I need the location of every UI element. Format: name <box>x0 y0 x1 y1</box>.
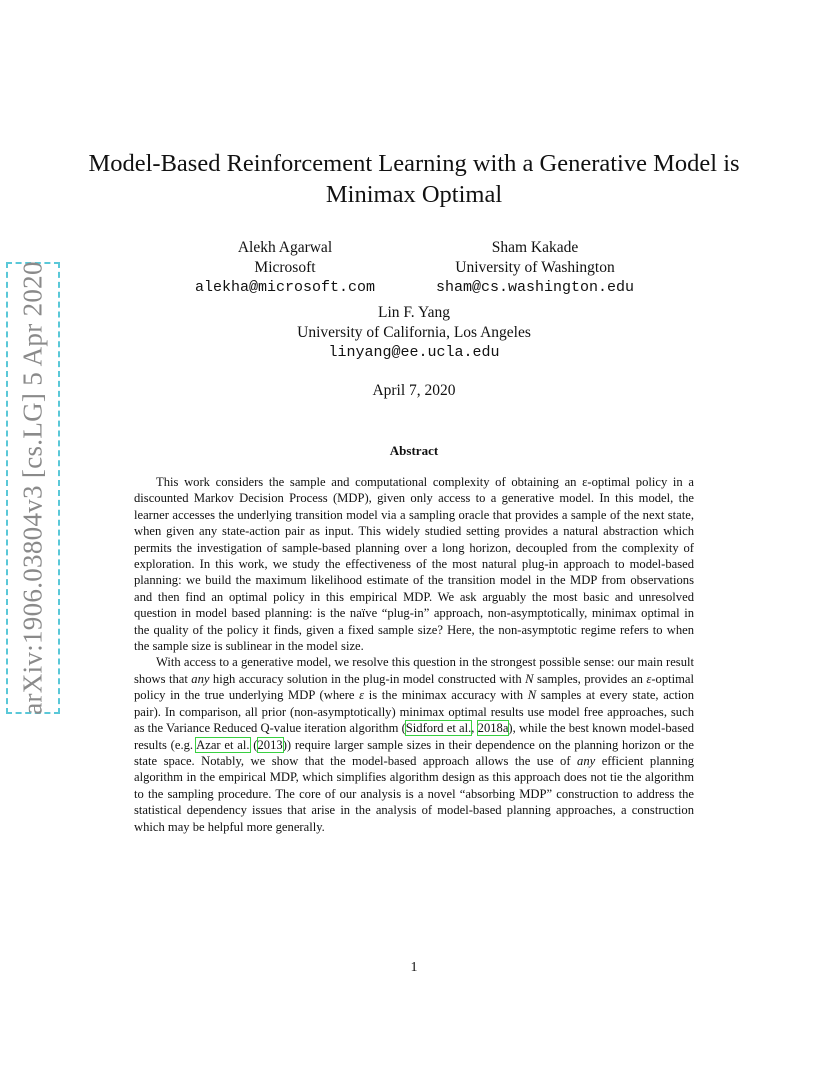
emphasis-any: any <box>191 671 210 686</box>
author-affiliation: University of Washington <box>455 259 615 276</box>
emphasis-any: any <box>577 753 596 768</box>
abstract-paragraph-1: This work considers the sample and computational complexity of obtaining an ε-optimal policy in a discounted Markov Decision Process (MDP), given only access to a generative model. In this model, the learner accesses the underlying transition model via a sampling oracle that provides a sample of the next state, when given any state-action pair as input. This widely studied setting provides a natural abstraction which permits the investigation of sample-based planning over a long horizon, decoupled from the complexity of exploration. In this work, we study the effectiveness of the most natural plug-in approach to model-based planning: we build the maximum likelihood estimate of the transition model in the MDP from observations and then find an optimal policy in this empirical MDP. We ask arguably the most basic and unresolved question in model based planning: is the naïve “plug-in” approach, non-asymptotically, minimax optimal in the quality of the policy it finds, given a fixed sample size? Here, the non-asymptotic regime refers to when the sample size is sublinear in the model size. <box>134 475 694 654</box>
page-number: 1 <box>410 960 418 975</box>
paper-title-line-1: Model-Based Reinforcement Learning with a Generative Model is <box>88 150 740 177</box>
author-block-3 <box>234 303 594 363</box>
author-block-2 <box>410 238 660 298</box>
author-name: Alekh Agarwal <box>237 239 333 256</box>
abstract-paragraph-2: With access to a generative model, we resolve this question in the strongest possible sense: our main result shows that any high accuracy solution in the plug-in model constructed with N samples, provides an ε-optimal policy in the true underlying MDP (where ε is the minimax accuracy with N samples at every state, action pair). In comparison, all prior (non-asymptotically) minimax optimal results use model free approaches, such as the Variance Reduced Q-value iteration algorithm (Sidford et al., 2018a), while the best known model-based results (e.g. Azar et al. (2013)) require larger sample sizes in their dependence on the planning horizon or the state space. Notably, we show that the model-based approach allows the use of any efficient planning algorithm in the empirical MDP, which simplifies algorithm design as this approach does not tie the algorithm to the sampling procedure. The core of our analysis is a novel “absorbing MDP” construction to address the statistical dependency issues that arise in the analysis of model-based planning approaches, a construction which may be helpful more generally. <box>134 655 695 834</box>
author-affiliation: University of California, Los Angeles <box>297 324 531 341</box>
abstract-heading: Abstract <box>389 443 439 458</box>
author-email: alekha@microsoft.com <box>194 279 376 296</box>
author-email: linyang@ee.ucla.edu <box>328 344 500 361</box>
author-block-1 <box>165 238 405 298</box>
author-name: Lin F. Yang <box>378 304 450 321</box>
citation-link-sidford-year[interactable]: 2018a <box>477 721 509 736</box>
paper-title-line-2: Minimax Optimal <box>325 181 503 208</box>
math-N: N <box>525 671 534 686</box>
math-epsilon: ε <box>359 688 365 703</box>
arxiv-identifier-text: arXiv:1906.03804v3 [cs.LG] 5 Apr 2020 <box>17 261 48 715</box>
math-epsilon: ε <box>646 671 652 686</box>
author-name: Sham Kakade <box>491 239 579 256</box>
abstract-body <box>134 474 694 835</box>
citation-link-sidford-author[interactable]: Sidford et al. <box>405 721 472 736</box>
paper-title <box>80 148 748 210</box>
arxiv-identifier-stamp <box>6 262 60 714</box>
author-affiliation: Microsoft <box>254 259 316 276</box>
author-email: sham@cs.washington.edu <box>435 279 635 296</box>
citation-link-azar-author[interactable]: Azar et al. <box>196 737 250 752</box>
publication-date: April 7, 2020 <box>372 382 456 399</box>
citation-link-azar-year[interactable]: 2013 <box>257 737 283 752</box>
math-N: N <box>527 688 537 703</box>
